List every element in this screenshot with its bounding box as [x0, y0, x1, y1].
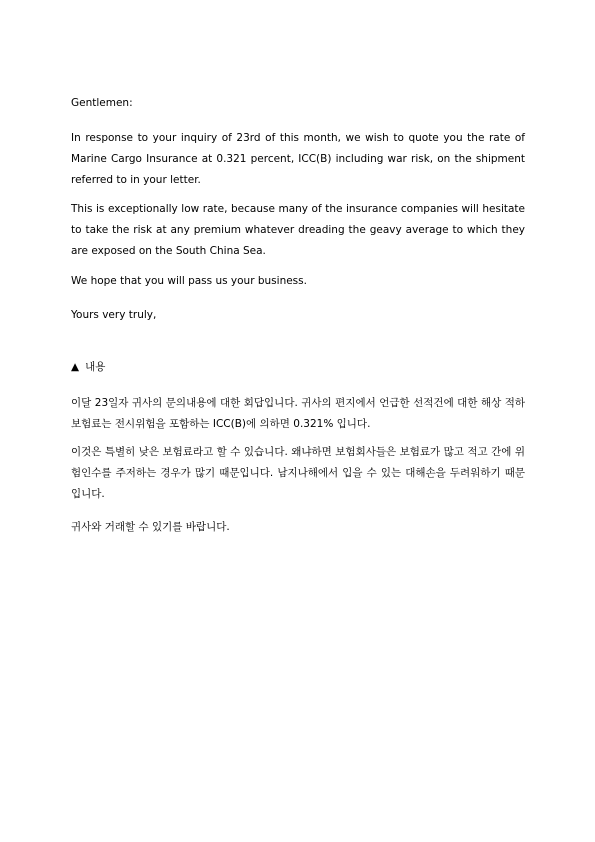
translation-heading	[71, 357, 525, 378]
translation-heading-label: 내용	[85, 361, 106, 373]
salutation: Gentlemen:	[71, 97, 133, 109]
letter-paragraph-3: We hope that you will pass us your business.	[71, 275, 307, 287]
translation-paragraph-2: 이것은 특별히 낮은 보험료라고 할 수 있습니다. 왜냐하면 보험회사들은 보험료가 많고 적고 간에 위험인수를 주저하는 경우가 많기 때문입니다. 남지나해에서 입을 수 있는 대해손을 두려워하기 때문입니다.	[71, 446, 525, 500]
translation-paragraph-3: 귀사와 거래할 수 있기를 바랍니다.	[71, 521, 230, 533]
letter-closing: Yours very truly,	[71, 309, 157, 321]
translation-paragraph-1: 이달 23일자 귀사의 문의내용에 대한 회답입니다. 귀사의 편지에서 언급한 선적건에 대한 해상 적하 보험료는 전시위험을 포함하는 ICC(B)에 의하면 0.321% 입니다.	[71, 397, 525, 430]
triangle-marker-icon: ▲	[71, 361, 80, 373]
letter-paragraph-1: In response to your inquiry of 23rd of this month, we wish to quote you the rate of Marine Cargo Insurance at 0.321 percent, ICC(B) including war risk, on the shipment referred to in your letter.	[71, 132, 525, 186]
letter-paragraph-2: This is exceptionally low rate, because many of the insurance companies will hesitate to take the risk at any premium whatever dreading the geavy average to which they are exposed on the South China Sea.	[71, 203, 525, 257]
